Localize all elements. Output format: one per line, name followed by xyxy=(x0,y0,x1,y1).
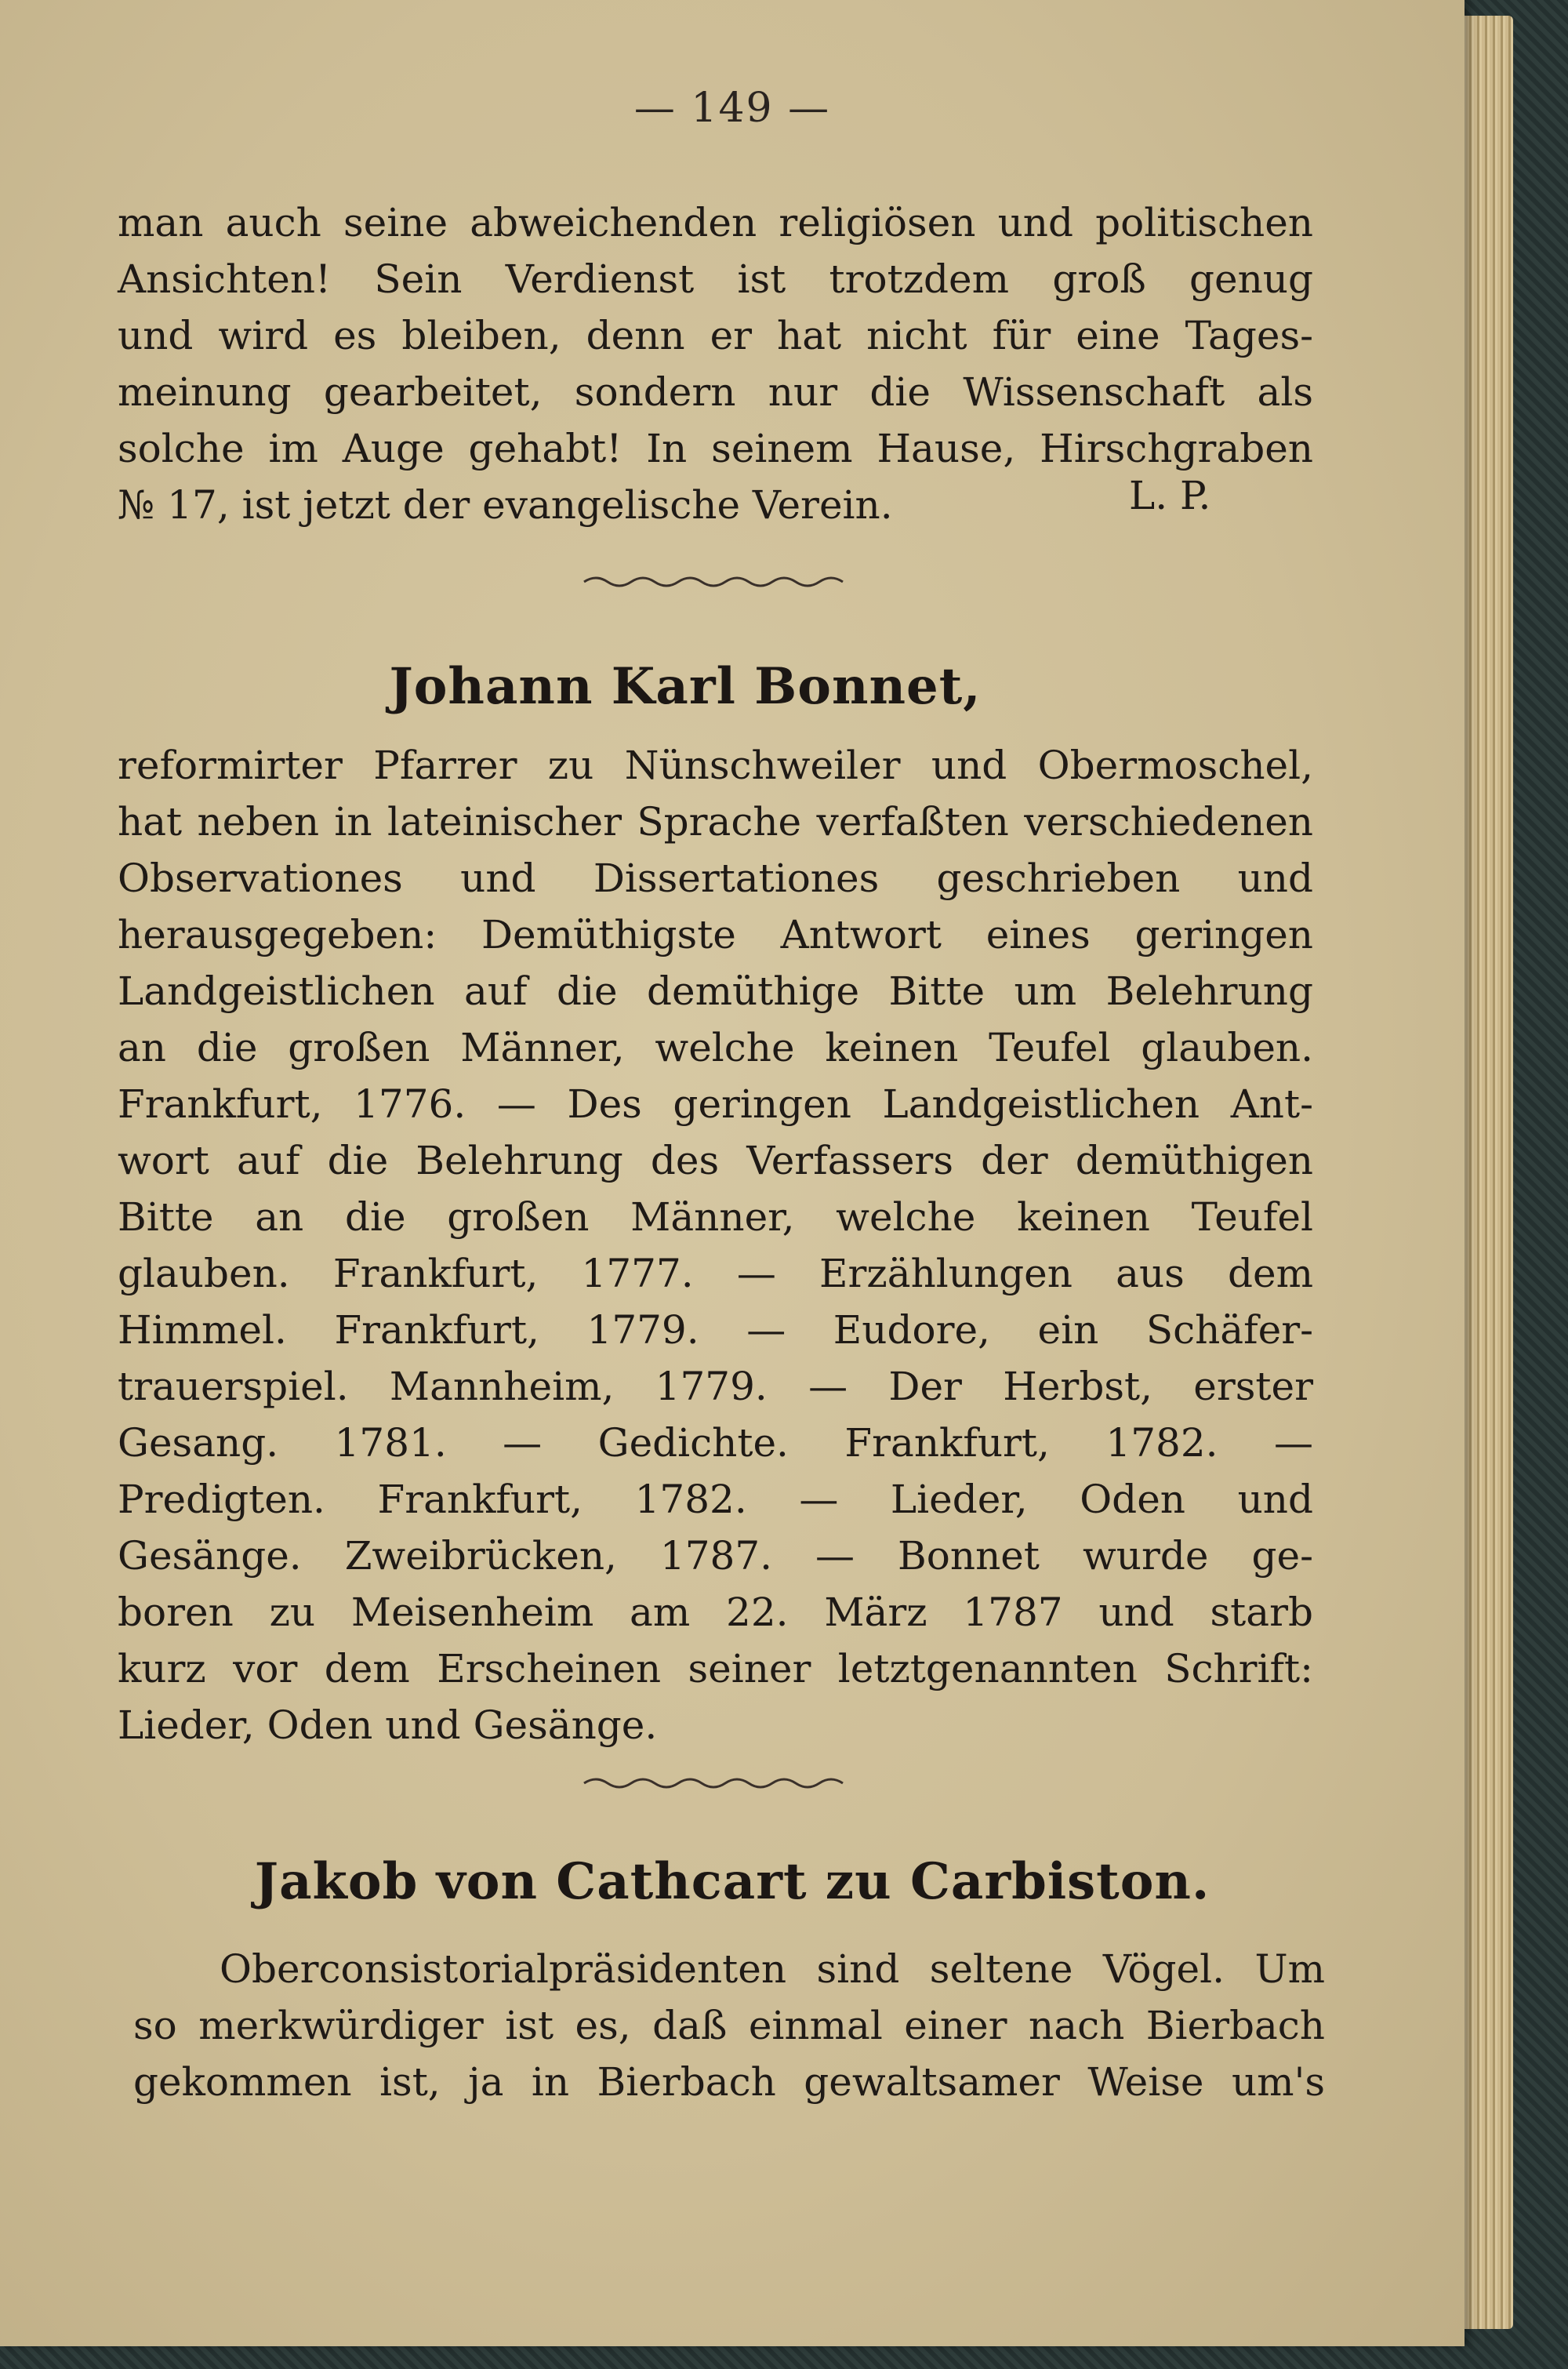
text-line: hat neben in lateinischer Sprache verfaßten verschiedenen xyxy=(118,799,1313,845)
text-line: man auch seine abweichenden religiösen und politischen xyxy=(118,200,1313,245)
text-line: Bitte an die großen Männer, welche keinen Teufel xyxy=(118,1194,1313,1240)
text-line: so merkwürdiger ist es, daß einmal einer nach Bierbach xyxy=(133,2003,1325,2048)
text-line: Observationes und Dissertationes geschrieben und xyxy=(118,856,1313,901)
text-line: reformirter Pfarrer zu Nünschweiler und Obermoschel, xyxy=(118,743,1313,788)
text-line: boren zu Meisenheim am 22. März 1787 und starb xyxy=(118,1590,1313,1635)
text-line: und wird es bleiben, denn er hat nicht für eine Tages- xyxy=(118,313,1313,358)
text-line: gekommen ist, ja in Bierbach gewaltsamer Weise um's xyxy=(133,2059,1325,2105)
text-line: meinung gearbeitet, sondern nur die Wissenschaft als xyxy=(118,369,1313,415)
text-line: herausgegeben: Demüthigste Antwort eines geringen xyxy=(118,912,1313,957)
text-line: trauerspiel. Mannheim, 1779. — Der Herbst, erster xyxy=(118,1364,1313,1409)
author-signature: L. P. xyxy=(1129,473,1211,518)
text-line: Gesänge. Zweibrücken, 1787. — Bonnet wurde ge- xyxy=(118,1533,1313,1579)
text-line: Lieder, Oden und Gesänge. xyxy=(118,1702,658,1748)
section-heading: Jakob von Cathcart zu Carbiston. xyxy=(254,1852,1210,1911)
section-heading: Johann Karl Bonnet, xyxy=(389,657,982,716)
page-number: — 149 — xyxy=(633,85,831,132)
text-line: an die großen Männer, welche keinen Teufel glauben. xyxy=(118,1025,1313,1070)
text-line: Himmel. Frankfurt, 1779. — Eudore, ein Schäfer- xyxy=(118,1307,1313,1353)
text-line: kurz vor dem Erscheinen seiner letztgenannten Schrift: xyxy=(118,1646,1313,1691)
text-line: wort auf die Belehrung des Verfassers der demüthigen xyxy=(118,1138,1313,1183)
text-line: glauben. Frankfurt, 1777. — Erzählungen aus dem xyxy=(118,1251,1313,1296)
text-line: solche im Auge gehabt! In seinem Hause, Hirschgraben xyxy=(118,426,1313,471)
text-line: Frankfurt, 1776. — Des geringen Landgeistlichen Ant- xyxy=(118,1081,1313,1127)
text-line: Oberconsistorialpräsidenten sind seltene Vögel. Um xyxy=(220,1946,1325,1992)
text-line: Gesang. 1781. — Gedichte. Frankfurt, 1782. — xyxy=(118,1420,1313,1466)
paragraph-cathcart xyxy=(133,1941,1325,2110)
divider-ornament xyxy=(580,572,847,591)
text-line: Ansichten! Sein Verdienst ist trotzdem groß genug xyxy=(118,256,1313,302)
text-line: Predigten. Frankfurt, 1782. — Lieder, Oden und xyxy=(118,1477,1313,1522)
paragraph-bonnet xyxy=(118,737,1313,1753)
divider-ornament xyxy=(580,1774,847,1793)
text-line: Landgeistlichen auf die demüthige Bitte um Belehrung xyxy=(118,968,1313,1014)
text-line: № 17, ist jetzt der evangelische Verein. xyxy=(118,482,893,528)
